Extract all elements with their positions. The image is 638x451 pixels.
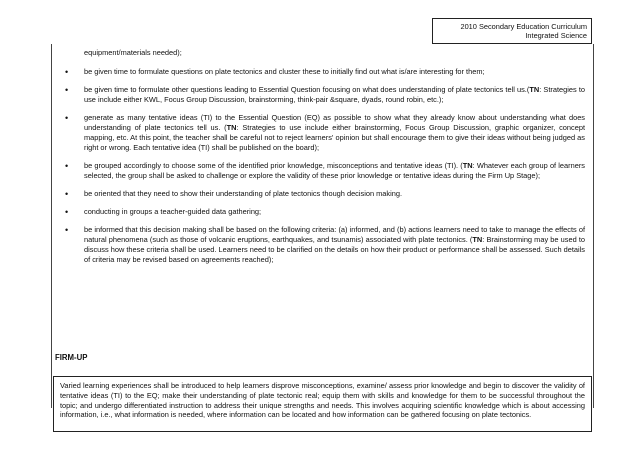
activity-bullet-list [52, 67, 595, 273]
list-item-text-post: : Whatever each group of learners selected, the group shall be asked to challenge or explore the validity of these prior knowledge or tentative ideas during the Firm Up Stage); [84, 161, 585, 181]
list-item [52, 113, 595, 154]
main-content-frame [51, 44, 594, 408]
firm-up-description: Varied learning experiences shall be introduced to help learners disprove misconceptions, examine/ assess prior knowledge and begin to discover the validity of tentative ideas (TI) to the EQ; make their understanding of plate tectonic real; equip them with skills and knowledge for them to be successful throughout the topic; and undergo differentiated instruction to address their unique strengths and needs. This involves acquiring scientific knowledge which is about accessing information, i.e., what information is needed, where information can be located and how information can be gathered focusing on plate tectonics. [60, 381, 585, 420]
list-item [52, 85, 595, 105]
list-item [52, 225, 595, 266]
list-item-text: conducting in groups a teacher-guided data gathering; [84, 207, 262, 216]
list-item [52, 161, 595, 181]
list-item-text-pre: generate as many tentative ideas (TI) to the Essential Question (EQ) as possible to show what they already know about understanding what does understanding of plate tectonics tell us. ( [84, 112, 585, 132]
teacher-note-marker: TN [472, 235, 483, 244]
firm-up-heading: FIRM-UP [55, 353, 88, 362]
list-item-text: be oriented that they need to show their understanding of plate tectonics though decision making. [84, 189, 403, 199]
bullet-icon: • [65, 189, 69, 200]
bullet-icon: • [65, 112, 69, 123]
list-item-text-post: : Strategies to use include either KWL, Focus Group Discussion, brainstorming, think-pair &square, dyads, round robin, etc.); [84, 84, 585, 104]
list-item-text-post: : Strategies to use include either brainstorming, Focus Group Discussion, graphic organizer, concept mapping, etc. At this point, the teacher shall be careful not to reject learners' opinion but shall encourage them to give their ideas without being judged as right or wrong. Each tentative idea (TI) shall be published on the board); [84, 123, 585, 153]
firm-up-description-box [53, 376, 592, 432]
list-item [52, 207, 595, 217]
list-item [52, 67, 595, 77]
teacher-note-marker: TN [529, 84, 540, 94]
continuation-text: equipment/materials needed); [84, 48, 182, 57]
bullet-icon: • [65, 161, 69, 172]
list-item-text: be given time to formulate questions on plate tectonics and cluster these to initially find out what is/are interesting for them; [84, 67, 485, 76]
curriculum-header-box [432, 18, 592, 44]
list-item-text-pre: be grouped accordingly to choose some of the identified prior knowledge, misconceptions and tentative ideas (TI). ( [84, 161, 463, 171]
bullet-icon: • [65, 207, 69, 217]
list-item-text-post: : Brainstorming may be used to discuss how these criteria shall be used. Learners need to be clarified on the details on how their product or performance shall be assessed. Such details of criteria may be revised based on agreements reached); [84, 235, 585, 265]
bullet-icon: • [65, 67, 69, 77]
header-line-subject: Integrated Science [525, 31, 587, 40]
bullet-icon: • [65, 84, 69, 95]
list-item-text-pre: be given time to formulate other questions leading to Essential Question focusing on what does understanding of plate tectonics tell us.( [84, 84, 530, 94]
teacher-note-marker: TN [462, 161, 473, 171]
bullet-icon: • [65, 224, 69, 235]
teacher-note-marker: TN [226, 123, 237, 132]
list-item [52, 189, 595, 199]
header-line-curriculum: 2010 Secondary Education Curriculum [460, 22, 587, 31]
list-item-text-pre: be informed that this decision making shall be based on the following criteria: (a) informed, and (b) actions learners need to take to manage the effects of natural phenomena (such as those of volcanic eruptions, earthquakes, and tsunamis) associated with plate tectonics. ( [84, 224, 585, 244]
